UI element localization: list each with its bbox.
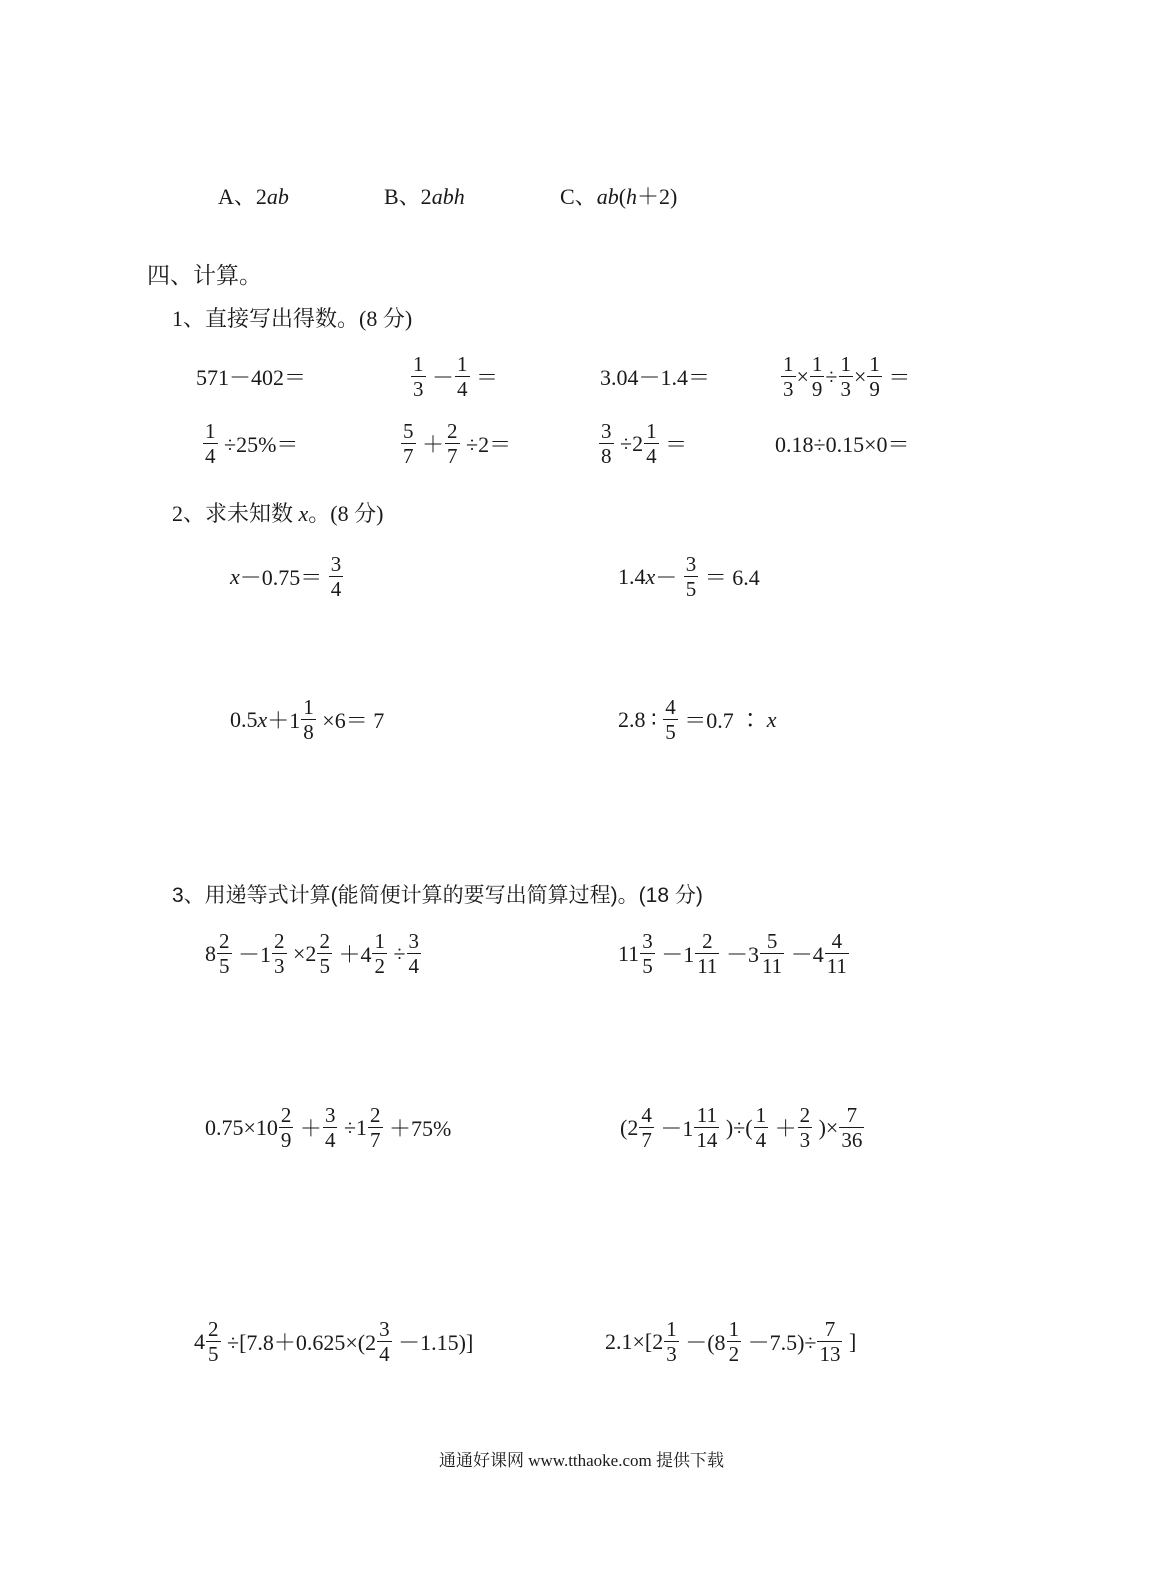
part1-row2-expr3: [598, 420, 687, 467]
fraction-denominator: 5: [319, 954, 330, 979]
fraction-numerator: 2: [319, 929, 330, 953]
expr-text: )×: [813, 1114, 839, 1140]
fraction-numerator: 1: [840, 352, 851, 376]
fraction-denominator: 4: [755, 1128, 767, 1153]
fraction-denominator: 36: [841, 1128, 863, 1153]
expr-text: ÷: [387, 940, 406, 966]
fraction-numerator: 3: [379, 1317, 390, 1341]
fraction-numerator: 1: [783, 352, 794, 376]
expr-text: ÷1: [338, 1114, 368, 1140]
fraction: [372, 930, 387, 977]
fraction: [798, 1104, 813, 1151]
expr-text: ＋: [294, 1116, 322, 1142]
fraction-denominator: 4: [457, 377, 468, 402]
fraction-numerator: 1: [457, 352, 468, 376]
footer-credit: 通通好课网 www.tthaoke.com 提供下载: [438, 1451, 725, 1470]
fraction: [329, 553, 344, 600]
expr-text: －1.15)]: [392, 1330, 474, 1356]
fraction-denominator: 7: [370, 1128, 381, 1153]
fraction-numerator: 3: [685, 552, 697, 576]
part3-problem-1: [205, 930, 422, 977]
fraction-numerator: 2: [274, 929, 285, 953]
part3-problem-3: [205, 1104, 451, 1151]
fraction: [810, 353, 825, 400]
expr-text: ＝ 6.4: [699, 565, 760, 591]
fraction-numerator: 1: [303, 695, 314, 719]
fraction: [599, 420, 614, 467]
expr-text: －(8: [679, 1330, 726, 1356]
expr-text: ＝: [470, 365, 499, 391]
fraction-numerator: 3: [642, 929, 653, 953]
fraction-denominator: 8: [303, 720, 314, 745]
option-b-prefix: B、2: [384, 184, 432, 209]
fraction-denominator: 9: [869, 377, 880, 402]
fraction: [644, 420, 659, 467]
fraction-numerator: 2: [447, 419, 458, 443]
variable: x: [645, 563, 656, 589]
fraction-denominator: 7: [641, 1128, 652, 1153]
part2-equation-3: [230, 696, 384, 743]
fraction: [695, 930, 719, 977]
part1-row1-expr1: 571－402＝: [196, 365, 307, 390]
variable: x: [766, 706, 777, 732]
expr-text: ]: [843, 1328, 857, 1354]
fraction-denominator: 8: [601, 444, 612, 469]
fraction: [684, 553, 699, 600]
fraction-numerator: 3: [324, 1103, 336, 1127]
expr-text: －4: [785, 942, 824, 968]
fraction: [279, 1104, 294, 1151]
fraction-denominator: 4: [379, 1342, 390, 1367]
expr-text: ÷25%＝: [218, 432, 299, 458]
expr-text: ＋4: [332, 942, 372, 968]
part2-title-suffix: 。(8 分): [308, 501, 384, 526]
fraction-numerator: 1: [755, 1103, 767, 1127]
expr-text: －0.75＝: [239, 565, 328, 591]
part3-problem-2: [618, 930, 850, 977]
expr-text: ÷[7.8＋0.625×(2: [221, 1330, 377, 1356]
fraction-denominator: 4: [646, 444, 657, 469]
fraction-denominator: 5: [665, 720, 676, 745]
fraction-denominator: 13: [819, 1342, 841, 1367]
expr-text: 2.1×[2: [605, 1328, 664, 1354]
fraction-denominator: 11: [761, 954, 783, 979]
fraction: [455, 353, 470, 400]
expr-text: 0.75×10: [205, 1114, 278, 1140]
option-b-var: abh: [431, 184, 465, 209]
fraction-numerator: 2: [280, 1103, 292, 1127]
expr-text: (2: [620, 1114, 639, 1140]
fraction-denominator: 3: [840, 377, 851, 402]
fraction: [411, 353, 426, 400]
expr-text: －: [655, 565, 683, 591]
option-c-prefix: C、: [560, 184, 597, 209]
part1-row1-expr3: 3.04－1.4＝: [600, 365, 711, 390]
expr-text: 1.4: [618, 563, 646, 589]
fraction: [407, 930, 422, 977]
expr-text: )÷(: [720, 1114, 753, 1140]
fraction: [203, 420, 218, 467]
fraction: [317, 930, 332, 977]
fraction-denominator: 2: [374, 954, 385, 979]
fraction-numerator: 7: [817, 1318, 842, 1342]
fraction: [640, 930, 655, 977]
option-c-var-h: h: [626, 184, 638, 209]
fraction-numerator: 5: [760, 930, 784, 954]
fraction: [401, 420, 416, 467]
fraction-numerator: 2: [695, 930, 719, 954]
fraction-denominator: 3: [666, 1342, 677, 1367]
fraction: [825, 930, 849, 977]
fraction-numerator: 3: [408, 929, 420, 953]
expr-text: －7.5)÷: [742, 1330, 817, 1356]
part1-row2-expr4: 0.18÷0.15×0＝: [775, 432, 910, 457]
fraction: [301, 696, 316, 743]
fraction-denominator: 3: [274, 954, 285, 979]
fraction-denominator: 4: [205, 444, 216, 469]
part3-problem-6: [605, 1318, 856, 1365]
fraction-denominator: 5: [685, 577, 697, 602]
fraction-denominator: 2: [728, 1342, 740, 1367]
expr-text: ＋1: [267, 708, 301, 734]
fraction-denominator: 14: [696, 1128, 718, 1153]
fraction-numerator: 4: [825, 930, 849, 954]
fraction-denominator: 11: [697, 954, 718, 979]
fraction-numerator: 2: [208, 1317, 219, 1341]
fraction-numerator: 1: [869, 352, 880, 376]
fraction: [694, 1104, 719, 1151]
fraction-denominator: 11: [826, 954, 847, 979]
fraction: [206, 1318, 221, 1365]
expr-text: ×6＝ 7: [316, 708, 385, 734]
fraction: [323, 1104, 338, 1151]
fraction-numerator: 2: [219, 929, 230, 953]
part2-equation-1: [230, 553, 344, 600]
fraction-numerator: 1: [413, 352, 424, 376]
part3-problem-5: [194, 1318, 473, 1365]
part1-row2-expr1: [202, 420, 298, 467]
part3-title: 3、用递等式计算(能简便计算的要写出简算过程)。(18 分): [172, 884, 703, 907]
fraction-numerator: 2: [799, 1103, 811, 1127]
fraction: [760, 930, 784, 977]
fraction: [217, 930, 232, 977]
fraction-numerator: 3: [601, 419, 612, 443]
fraction: [817, 1318, 842, 1365]
option-c-paren: (: [618, 184, 627, 209]
fraction: [272, 930, 287, 977]
expr-text: 11: [618, 940, 640, 966]
expr-text: ÷: [825, 363, 838, 389]
expr-text: ÷2: [614, 430, 644, 456]
fraction-numerator: 2: [370, 1103, 381, 1127]
fraction-numerator: 1: [728, 1317, 740, 1341]
fraction: [839, 1104, 864, 1151]
fraction-denominator: 3: [783, 377, 794, 402]
expr-text: －1: [655, 942, 695, 968]
option-c: [560, 186, 677, 208]
fraction-denominator: 3: [799, 1128, 811, 1153]
option-a: [218, 186, 289, 208]
expr-text: ×: [796, 363, 809, 389]
part1-row2-expr2: [400, 420, 511, 467]
fraction-denominator: 4: [330, 577, 342, 602]
part2-title-var: x: [298, 501, 309, 526]
fraction: [368, 1104, 383, 1151]
expr-text: ＝: [659, 432, 688, 458]
part2-title: [172, 503, 383, 525]
part1-row1-expr2: [410, 353, 498, 400]
expr-text: 8: [205, 940, 216, 966]
option-a-prefix: A、2: [218, 184, 267, 209]
expr-text: ×: [854, 363, 867, 389]
fraction: [839, 353, 854, 400]
fraction-numerator: 1: [811, 352, 823, 376]
expr-text: ×2: [287, 940, 317, 966]
part2-title-prefix: 2、求未知数: [172, 501, 294, 526]
fraction: [445, 420, 460, 467]
fraction: [664, 1318, 679, 1365]
fraction-denominator: 5: [208, 1342, 219, 1367]
part3-problem-4: [620, 1104, 865, 1151]
expr-text: 0.5: [230, 706, 258, 732]
fraction-denominator: 5: [219, 954, 230, 979]
expr-text: ÷2＝: [460, 432, 512, 458]
expr-text: －1: [232, 942, 272, 968]
fraction-numerator: 1: [666, 1317, 677, 1341]
expr-text: －: [426, 365, 455, 391]
fraction-numerator: 1: [646, 419, 657, 443]
expr-text: ＋: [769, 1116, 797, 1142]
fraction-numerator: 3: [330, 552, 342, 576]
fraction: [781, 353, 796, 400]
fraction-denominator: 7: [403, 444, 414, 469]
option-c-var-ab: ab: [596, 184, 619, 209]
section-title: 四、计算。: [147, 263, 262, 288]
option-a-var: ab: [266, 184, 289, 209]
fraction: [727, 1318, 742, 1365]
fraction: [754, 1104, 769, 1151]
fraction-numerator: 4: [665, 695, 676, 719]
part1-title: 1、直接写出得数。(8 分): [172, 306, 413, 331]
expr-text: －1: [654, 1116, 694, 1142]
option-b: [384, 186, 465, 208]
fraction-numerator: 7: [839, 1104, 864, 1128]
fraction-denominator: 9: [811, 377, 823, 402]
expr-text: ＝0.7 ∶: [678, 708, 767, 734]
expr-text: 2.8 ∶: [618, 706, 663, 732]
option-c-suffix: ＋2): [637, 184, 678, 209]
fraction: [377, 1318, 392, 1365]
expr-text: ＋75%: [383, 1116, 452, 1142]
fraction-denominator: 5: [642, 954, 653, 979]
fraction-numerator: 11: [694, 1104, 719, 1128]
fraction-numerator: 5: [403, 419, 414, 443]
variable: x: [257, 706, 268, 732]
fraction-denominator: 3: [413, 377, 424, 402]
expr-text: ＝: [882, 365, 911, 391]
variable: x: [230, 563, 240, 589]
expr-text: 4: [194, 1328, 205, 1354]
expr-text: －3: [720, 942, 759, 968]
fraction-denominator: 4: [324, 1128, 336, 1153]
fraction-denominator: 4: [408, 954, 420, 979]
expr-text: ＋: [416, 432, 445, 458]
fraction-numerator: 1: [374, 929, 385, 953]
part2-equation-2: [618, 553, 760, 600]
part2-equation-4: [618, 696, 777, 743]
fraction: [867, 353, 882, 400]
fraction: [639, 1104, 654, 1151]
fraction-denominator: 9: [280, 1128, 292, 1153]
fraction-numerator: 1: [205, 419, 216, 443]
fraction: [663, 696, 678, 743]
fraction-denominator: 7: [447, 444, 458, 469]
fraction-numerator: 4: [641, 1103, 652, 1127]
part1-row1-expr4: [780, 353, 910, 400]
